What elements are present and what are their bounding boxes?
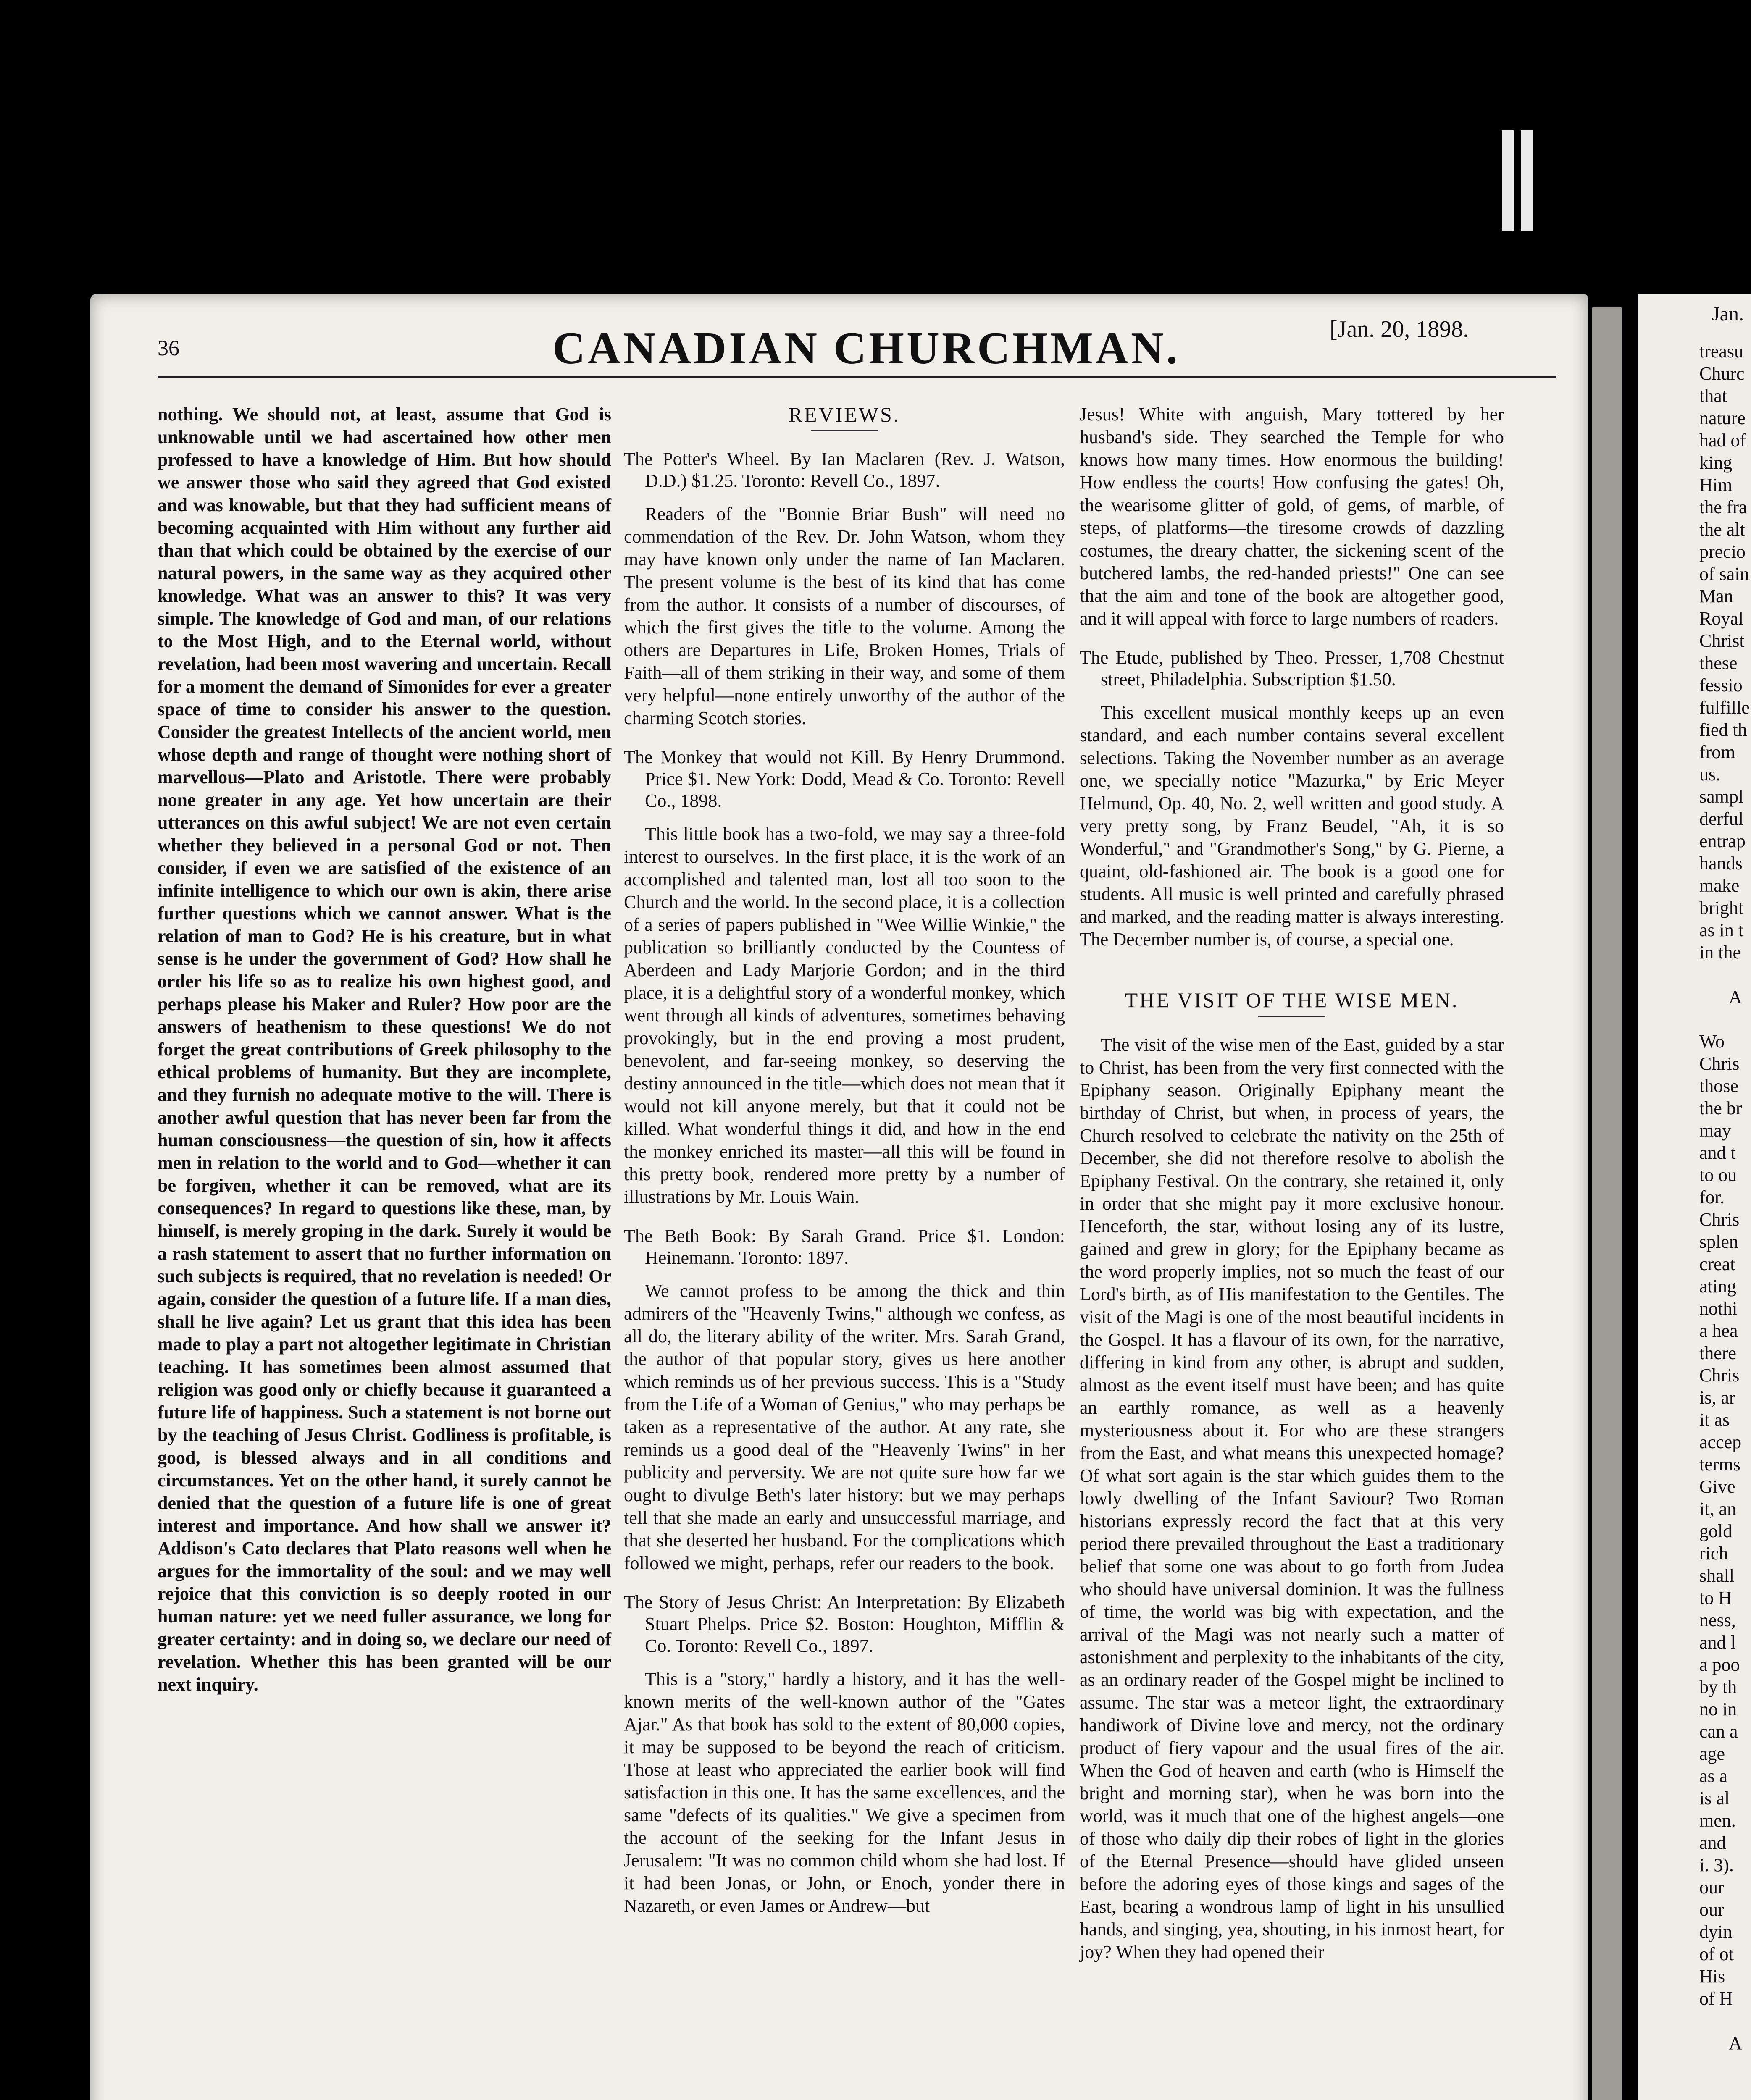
page-number: 36 [158,336,179,360]
review-item [624,448,1065,730]
adjacent-page-line: these [1699,653,1738,673]
adjacent-page-line: and t [1699,1142,1736,1163]
adjacent-page-line: Churc [1699,363,1745,384]
adjacent-page-line: shall [1699,1565,1735,1586]
review-continuation-text: Jesus! White with anguish, Mary tottered by her husband's side. They searched the Temple for who knows how many times. How enormous the building! How endless the courts! How confusing the gates! Oh, the wearisome glitter of gold, of gems, of marble, of steps, of platforms—the tiresome crowds of dazzling costumes, the dreary chatter, the sickening scent of the butchered lambs, the red-handed priests!" One can see that the aim and tone of the book are altogether good, and it will appeal with force to large numbers of readers. [1080,404,1504,629]
adjacent-page-line: derful [1699,808,1744,829]
adjacent-page-line: for. [1699,1187,1725,1208]
adjacent-page-line: and [1699,1832,1726,1853]
review-book-heading: The Monkey that would not Kill. By Henry Drummond. Price $1. New York: Dodd, Mead & Co. Toronto: Revell Co., 1898. [624,747,1065,811]
dateline: [Jan. 20, 1898. [1330,316,1469,342]
adjacent-page-line: dyin [1699,1922,1733,1942]
adjacent-page-line: those [1699,1076,1738,1096]
adjacent-page-line: king [1699,452,1733,473]
newspaper-page [90,294,1588,2100]
adjacent-page-line: Christ [1699,630,1745,651]
adjacent-page-line: A [1729,987,1742,1007]
adjacent-page-line: there [1699,1343,1736,1363]
adjacent-page-line: rich [1699,1543,1728,1564]
adjacent-page-line: bright [1699,898,1744,918]
adjacent-page-line: the alt [1699,519,1745,540]
article-title: THE VISIT OF THE WISE MEN. [1125,988,1459,1012]
adjacent-page-line: i. 3). [1699,1855,1734,1875]
adjacent-page-line: to H [1699,1588,1732,1608]
adjacent-page-line: may [1699,1120,1731,1141]
adjacent-page-line: Chris [1699,1365,1740,1386]
adjacent-page-line: fulfille [1699,697,1750,718]
adjacent-page-line: gold [1699,1521,1733,1541]
masthead: CANADIAN CHURCHMAN. [552,323,1180,373]
adjacent-page-line: our [1699,1899,1724,1920]
review-item [624,1591,1065,1917]
header-rule [158,376,1556,378]
adjacent-page-line: us. [1699,764,1721,785]
film-edge-mark-top-2 [1521,130,1533,231]
adjacent-page-line: Wo [1699,1031,1725,1052]
adjacent-page-line: fied th [1699,719,1747,740]
review-continuation [1080,403,1504,630]
adjacent-page-line: as a [1699,1766,1728,1786]
adjacent-page-line: no in [1699,1699,1737,1719]
adjacent-page-line: Chris [1699,1209,1740,1230]
adjacent-page-line: by th [1699,1677,1737,1697]
adjacent-page-line: entrap [1699,831,1746,851]
adjacent-page-line: terms [1699,1454,1740,1475]
adjacent-page-line: Royal [1699,608,1744,629]
adjacent-page-line: ating [1699,1276,1736,1297]
page-header [90,294,1588,374]
review-body: This little book has a two-fold, we may say a three-fold interest to ourselves. In the first place, it is the work of an accomplished and talented man, lost all too soon to the Church and the world. In the second place, it is a collection of a series of papers published in "Wee Willie Winkie," the publication so brilliantly conducted by the Countess of Aberdeen and Lady Marjorie Gordon; and in the third place, it is a delightful story of a wonderful monkey, which went through all kinds of adventures, sometimes behaving provokingly, but in the end proving a most prudent, benevolent, and far-seeing monkey, so deserving the destiny announced in the title—which does not mean that it would not kill anyone merely, but that it could not be killed. What wonderful things it did, and how in the end the monkey enriched its master—all this will be found in this pretty book, rendered more pretty by a number of illustrations by Mr. Louis Wain. [624,824,1065,1207]
review-item [1080,647,1504,951]
adjacent-page-header: Jan. [1712,303,1744,325]
review-book-heading: The Beth Book: By Sarah Grand. Price $1. London: Heinemann. Toronto: 1897. [624,1226,1065,1268]
adjacent-page-line: of H [1699,1988,1733,2009]
adjacent-page-line: make [1699,875,1740,896]
review-book-heading: The Potter's Wheel. By Ian Maclaren (Rev. J. Watson, D.D.) $1.25. Toronto: Revell Co., 1897. [624,449,1065,491]
adjacent-page-line: is al [1699,1788,1730,1809]
column-3 [1080,403,1504,1964]
adjacent-page-line: the fra [1699,497,1747,517]
adjacent-page-lines [1699,340,1751,2100]
adjacent-page-line [1699,2076,1751,2099]
adjacent-page-line: men. [1699,1810,1736,1831]
adjacent-page-line: and l [1699,1632,1736,1653]
adjacent-page-line: had of [1699,430,1746,451]
adjacent-page-line [1699,963,1751,986]
adjacent-page-line: fessio [1699,675,1743,696]
adjacent-page-line: A [1729,2033,1742,2053]
adjacent-page-line: it as [1699,1410,1730,1430]
adjacent-page-line: precio [1699,541,1746,562]
film-edge-mark-top [1502,130,1514,231]
adjacent-page-line: treasu [1699,341,1744,362]
review-book-heading: The Story of Jesus Christ: An Interpretation: By Elizabeth Stuart Phelps. Price $2. Boston: Houghton, Mifflin & Co. Toronto: Revell Co., 1897. [624,1592,1065,1656]
column-1-text: nothing. We should not, at least, assume that God is unknowable until we had ascertained how other men professed to have a knowledge of Him. But how should we answer those who said they agreed that God existed and was knowable, but that they had sufficient means of becoming acquainted with Him without any further aid than that which could be obtained by the exercise of our natural powers, in the same way as they acquired other knowledge. What was an answer to this? It was very simple. The knowledge of God and man, of our relations to the Most High, and to the Eternal world, without revelation, had been most wavering and uncertain. Recall for a moment the demand of Simonides for ever a greater space of time to consider his answer to the question. Consider the greatest Intellects of the ancient world, men whose depth and range of thought were nothing short of marvellous—Plato and Aristotle. There were probably none greater in any age. Yet how uncertain are their utterances on this awful subject! We are not even certain whether they believed in a personal God or not. Then consider, if even we are satisfied of the existence of an infinite intelligence to which our own is akin, there arise further questions which we cannot answer. What is the relation of man to God? He is his creature, but in what sense is he under the government of God? How shall he order his life so as to realize his own highest good, and perhaps please his Maker and Ruler? How poor are the answers of heathenism to these questions! We do not forget the great contributions of Greek philosophy to the ethical problems of humanity. But they are incomplete, and they furnish no adequate motive to the will. There is another awful question that has never been far from the human consciousness—the question of sin, how it affects men in relation to the world and to God—whether it can be forgiven, whether it can be removed, what are its consequences? In regard to questions like these, man, by himself, is merely groping in the dark. Surely it would be a rash statement to assert that no further information on such subjects is required, that no revelation is needed! Or again, consider the question of a future life. If a man dies, shall he live again? Let us grant that this idea has been made to play a part not altogether legitimate in Christian teaching. It has sometimes been almost assumed that religion was good only or chiefly because it guaranteed a future life of happiness. Such a statement is not borne out by the teaching of Jesus Christ. Godliness is profitable, is good, is blessed always and in all conditions and circumstances. Yet on the other hand, it surely cannot be denied that the question of a future life is one of great interest and importance. And how shall we answer it? Addison's Cato declares that Plato reasons well when he argues for the immortality of the soul: and we may well rejoice that this conviction is so deeply rooted in our human nature: yet we need fuller assurance, we long for greater certainty: and in doing so, we declare our need of revelation. Whether this has been granted will be our next inquiry. [158,404,611,1695]
adjacent-page-line: nature [1699,408,1746,428]
adjacent-page-line [1699,1008,1751,1030]
adjacent-page-line: splen [1699,1231,1738,1252]
adjacent-page-line: Chris [1699,1053,1740,1074]
adjacent-page-line: of sain [1699,564,1749,584]
adjacent-page-line: Him [1699,475,1733,495]
column-1 [158,403,611,1696]
section-rule [1258,1016,1325,1017]
review-body: Readers of the "Bonnie Briar Bush" will need no commendation of the Rev. Dr. John Watson, whom they may have known only under the name of Ian Maclaren. The present volume is the best of its kind that has come from the author. It consists of a number of discourses, of which the first gives the title to the volume. Among the others are Departures in Life, Broken Homes, Trials of Faith—all of them striking in their way, and some of them very helpful—none entirely unworthy of the author of the charming Scotch stories. [624,504,1065,728]
adjacent-page-line: sampl [1699,786,1744,807]
adjacent-page-line: ness, [1699,1610,1736,1630]
adjacent-page-line: a hea [1699,1320,1738,1341]
adjacent-page-line: it, an [1699,1499,1736,1519]
review-body: We cannot profess to be among the thick and thin admirers of the "Heavenly Twins," although we confess, as all do, the literary ability of the writer. Mrs. Sarah Grand, the author of that popular story, gives us here another which reminds us of her previous success. This is a "Study from the Life of a Woman of Genius," who may perhaps be taken as a representative of the author. At any rate, she reminds us a good deal of the "Heavenly Twins" in her publicity and perversity. We are not quite sure how far we ought to divulge Beth's later history: but we may perhaps tell that she made an early and unsuccessful marriage, and that she deserted her husband. For the complications which followed we might, perhaps, refer our readers to the book. [624,1281,1065,1573]
adjacent-page-line: to ou [1699,1165,1737,1185]
adjacent-page-fragment [1638,294,1751,2100]
adjacent-page-line: from [1699,742,1735,762]
review-item [624,1225,1065,1575]
reviews-title: REVIEWS. [788,403,901,426]
page-gutter-shadow [1592,307,1622,2100]
adjacent-page-line: Man [1699,586,1733,606]
adjacent-page-line [1699,2054,1751,2076]
adjacent-page-line: a poo [1699,1654,1740,1675]
column-2-reviews [624,403,1065,1934]
adjacent-page-line: the br [1699,1098,1742,1118]
adjacent-page-line: creat [1699,1254,1735,1274]
adjacent-page-line: accep [1699,1432,1742,1452]
adjacent-page-line: age [1699,1743,1725,1764]
adjacent-page-line: His [1699,1966,1725,1987]
adjacent-page-line: is, ar [1699,1387,1735,1408]
adjacent-page-line: as in t [1699,920,1744,940]
adjacent-page-line [1699,2010,1751,2032]
review-body: This excellent musical monthly keeps up an even standard, and each number contains several excellent selections. Taking the November number as an average one, we specially notice "Mazurka," by Eric Meyer Helmund, Op. 40, No. 2, well written and good study. A very pretty song, by Franz Beudel, "Ah, it is so Wonderful," and "Grandmother's Song," by G. Pierne, a quaint, old-fashioned air. The book is a good one for students. All music is well printed and carefully phrased and marked, and the reading matter is always interesting. The December number is, of course, a special one. [1080,702,1504,950]
review-body: This is a "story," hardly a history, and it has the well-known merits of the well-known author of the "Gates Ajar." As that book has sold to the extent of 80,000 copies, it may be supposed to be beyond the reach of criticism. Those at least who appreciated the earlier book will find satisfaction in this one. It has the same excellences, and the same "defects of its qualities." We give a specimen from the account of the seeking for the Infant Jesus in Jerusalem: "It was no common child whom she had lost. If it had been Jonas, or John, or Enoch, yonder there in Nazareth, or even James or Andrew—but [624,1669,1065,1916]
adjacent-page-line: our [1699,1877,1724,1898]
adjacent-page-line: of ot [1699,1944,1734,1964]
adjacent-page-line: can a [1699,1721,1738,1742]
review-item [624,746,1065,1208]
review-book-heading: The Etude, published by Theo. Presser, 1,708 Chestnut street, Philadelphia. Subscription $1.50. [1080,647,1504,690]
adjacent-page-line: that [1699,386,1727,406]
adjacent-page-line: in the [1699,942,1741,963]
article-body: The visit of the wise men of the East, guided by a star to Christ, has been from the very first connected with the Epiphany season. Originally Epiphany meant the birthday of Christ, but when, in process of years, the Church resolved to celebrate the nativity on the 25th of December, she did not therefore resolve to abolish the Epiphany Festival. On the contrary, she retained it, only in order that she might pay it more exclusive honour. Henceforth, the star, without losing any of its lustre, gained and grew in glory; for the Epiphany became as the word properly implies, not so much the feast of our Lord's birth, as of His manifestation to the Gentiles. The visit of the Magi is one of the most beautiful incidents in the Gospel. It has a flavour of its own, for the narrative, differing in kind from any other, is abrupt and sudden, almost as the event itself must have been; and has quite an earthly romance, as well as a heavenly mysteriousness about it. For who are these strangers from the East, and what means this unexpected homage? Of what sort again is the star which guides them to the lowly dwelling of the Infant Saviour? Two Roman historians expressly record the fact that at this very period there prevailed throughout the East a traditionary belief that some one was about to go forth from Judea who should have universal dominion. It was the fullness of time, the world was big with expectation, and the arrival of the Magi was not nearly such a matter of astonishment and perplexity to the inhabitants of the city, as an ordinary reader of the Gospel might be inclined to assume. The star was a meteor light, the extraordinary handiwork of Divine love and mercy, not the ordinary product of fiery vapour and the usual fires of the air. When the God of heaven and earth (who is Himself the bright and morning star), when he was born into the world, was it much that one of the highest angels—one of those who daily dip their robes of light in the glories of the Eternal Presence—should have glided unseen before the adoring eyes of those kings and sages of the East, bearing a wondrous lamp of light in his unsullied hands, and singing, yea, shouting, in his inmost heart, for joy? When they had opened their [1080,1034,1504,1962]
adjacent-page-line: nothi [1699,1298,1738,1319]
section-rule [811,430,878,431]
adjacent-page-line: Give [1699,1476,1735,1497]
adjacent-page-line: hands [1699,853,1743,874]
